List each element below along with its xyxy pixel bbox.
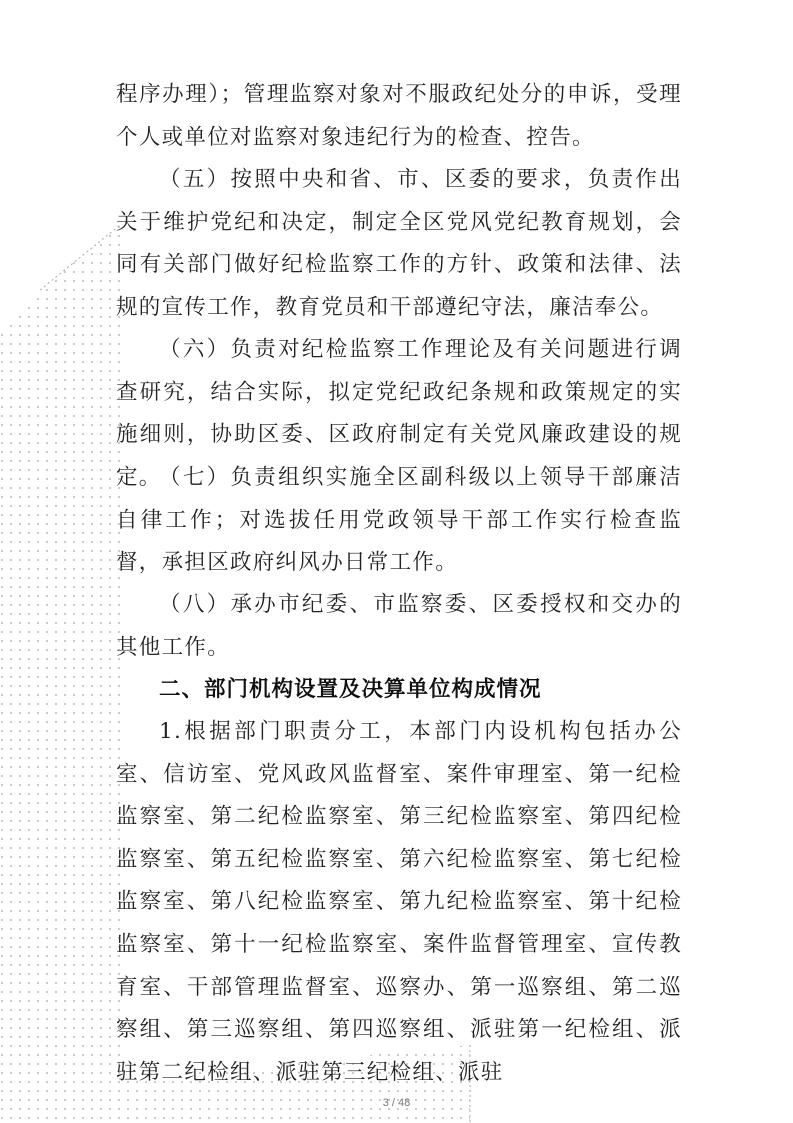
paragraph-3: （六）负责对纪检监察工作理论及有关问题进行调查研究，结合实际，拟定党纪政纪条规和政策规定的实施细则，协助区委、区政府制定有关党风廉政建设的规定。 bbox=[116, 337, 682, 490]
section-paragraph: 1.根据部门职责分工，本部门内设机构包括办公室、信访室、党风政风监督室、案件审理室、第一纪检监察室、第二纪检监察室、第三纪检监察室、第四纪检监察室、第五纪检监察室、第六纪检监察室、第七纪检监察室、第八纪检监察室、第九纪检监察室、第十纪检监察室、第十一纪检监察室、案件监督管理室、宣传教育室、干部管理监督室、巡察办、第一巡察组、第二巡察组、第三巡察组、第四巡察组、派驻第一纪检组、派驻第二纪检组、派驻第三纪检组、派驻 bbox=[116, 719, 682, 1085]
paragraph-1: 程序办理）；管理监察对象对不服政纪处分的申诉，受理个人或单位对监察对象违纪行为的检查、控告。 bbox=[116, 82, 682, 150]
paragraph-4: （七）负责组织实施全区副科级以上领导干部廉洁自律工作；对选拔任用党政领导干部工作实行检查监督，承担区政府纠风办日常工作。 bbox=[116, 465, 682, 576]
paragraph-2: （五）按照中央和省、市、区委的要求，负责作出关于维护党纪和决定，制定全区党风党纪教育规划，会同有关部门做好纪检监察工作的方针、政策和法律、法规的宣传工作，教育党员和干部遵纪守法，廉洁奉公。 bbox=[116, 167, 682, 320]
paragraph-5: （八）承办市纪委、市监察委、区委授权和交办的其他工作。 bbox=[116, 592, 682, 660]
section-heading: 二、部门机构设置及决算单位构成情况 bbox=[159, 677, 542, 702]
page-number: 3 / 48 bbox=[382, 1097, 411, 1109]
